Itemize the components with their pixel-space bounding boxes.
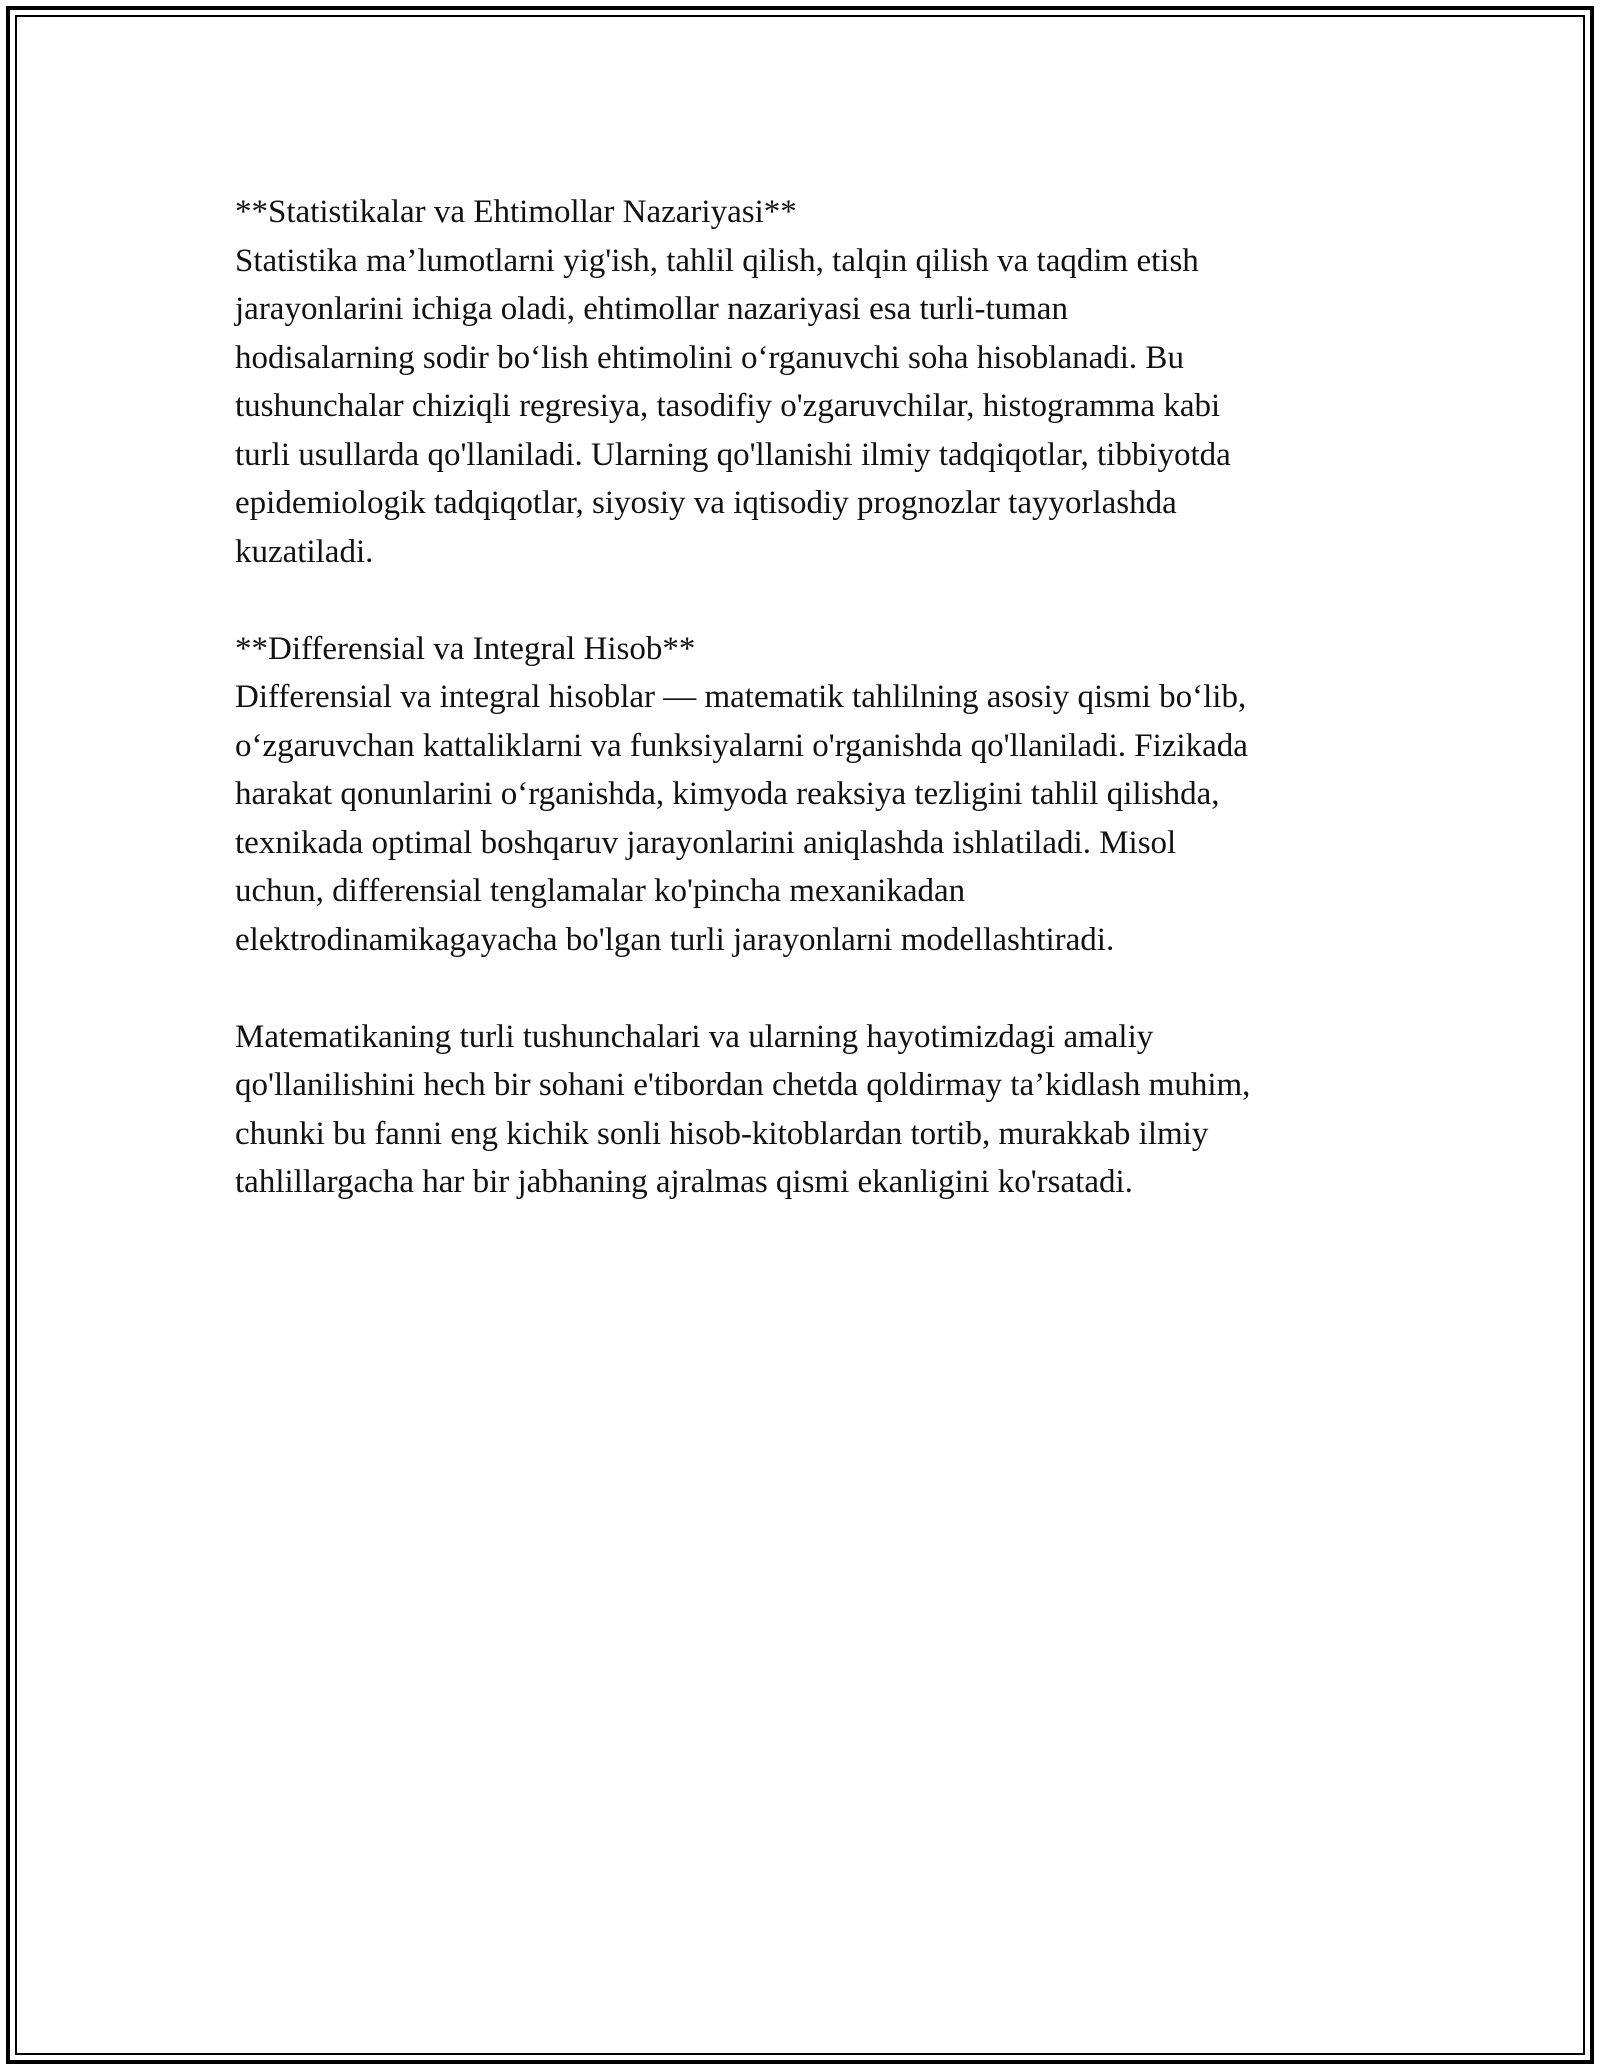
closing-block bbox=[235, 1013, 1385, 1207]
closing-paragraph: Matematikaning turli tushunchalari va ularning hayotimizdagi amaliy qo'llanilishini hech bir sohani e'tibordan chetda qoldirmay ta’kidlash muhim, chunki bu fanni eng kichik sonli hisob-kitoblardan tortib, murakkab ilmiy tahlillargacha har bir jabhaning ajralmas qismi ekanligini ko'rsatadi. bbox=[235, 1018, 1251, 1200]
document-body bbox=[235, 188, 1385, 1207]
section-heading: **Differensial va Integral Hisob** bbox=[235, 630, 696, 667]
section-heading: **Statistikalar va Ehtimollar Nazariyasi** bbox=[235, 194, 797, 230]
section-statistics bbox=[235, 188, 1385, 576]
section-paragraph: Differensial va integral hisoblar — matematik tahlilning asosiy qismi bo‘lib, o‘zgaruvchan kattaliklarni va funksiyalarni o'rganishda qo'llaniladi. Fizikada harakat qonunlarini o‘rganishda, kimyoda reaksiya tezligini tahlil qilishda, texnikada optimal boshqaruv jarayonlarini aniqlashda ishlatiladi. Misol uchun, differensial tenglamalar ko'pincha mexanikadan elektrodinamikagayacha bo'lgan turli jarayonlarni modellashtiradi. bbox=[235, 679, 1248, 958]
section-calculus bbox=[235, 625, 1385, 965]
section-paragraph: Statistika ma’lumotlarni yig'ish, tahlil qilish, talqin qilish va taqdim etish jarayonlarini ichiga oladi, ehtimollar nazariyasi esa turli-tuman hodisalarning sodir bo‘lish ehtimolini o‘rganuvchi soha hisoblanadi. Bu tushunchalar chiziqli regresiya, tasodifiy o'zgaruvchilar, histogramma kabi turli usullarda qo'llaniladi. Ularning qo'llanishi ilmiy tadqiqotlar, tibbiyotda epidemiologik tadqiqotlar, siyosiy va iqtisodiy prognozlar tayyorlashda kuzatiladi. bbox=[235, 242, 1231, 570]
